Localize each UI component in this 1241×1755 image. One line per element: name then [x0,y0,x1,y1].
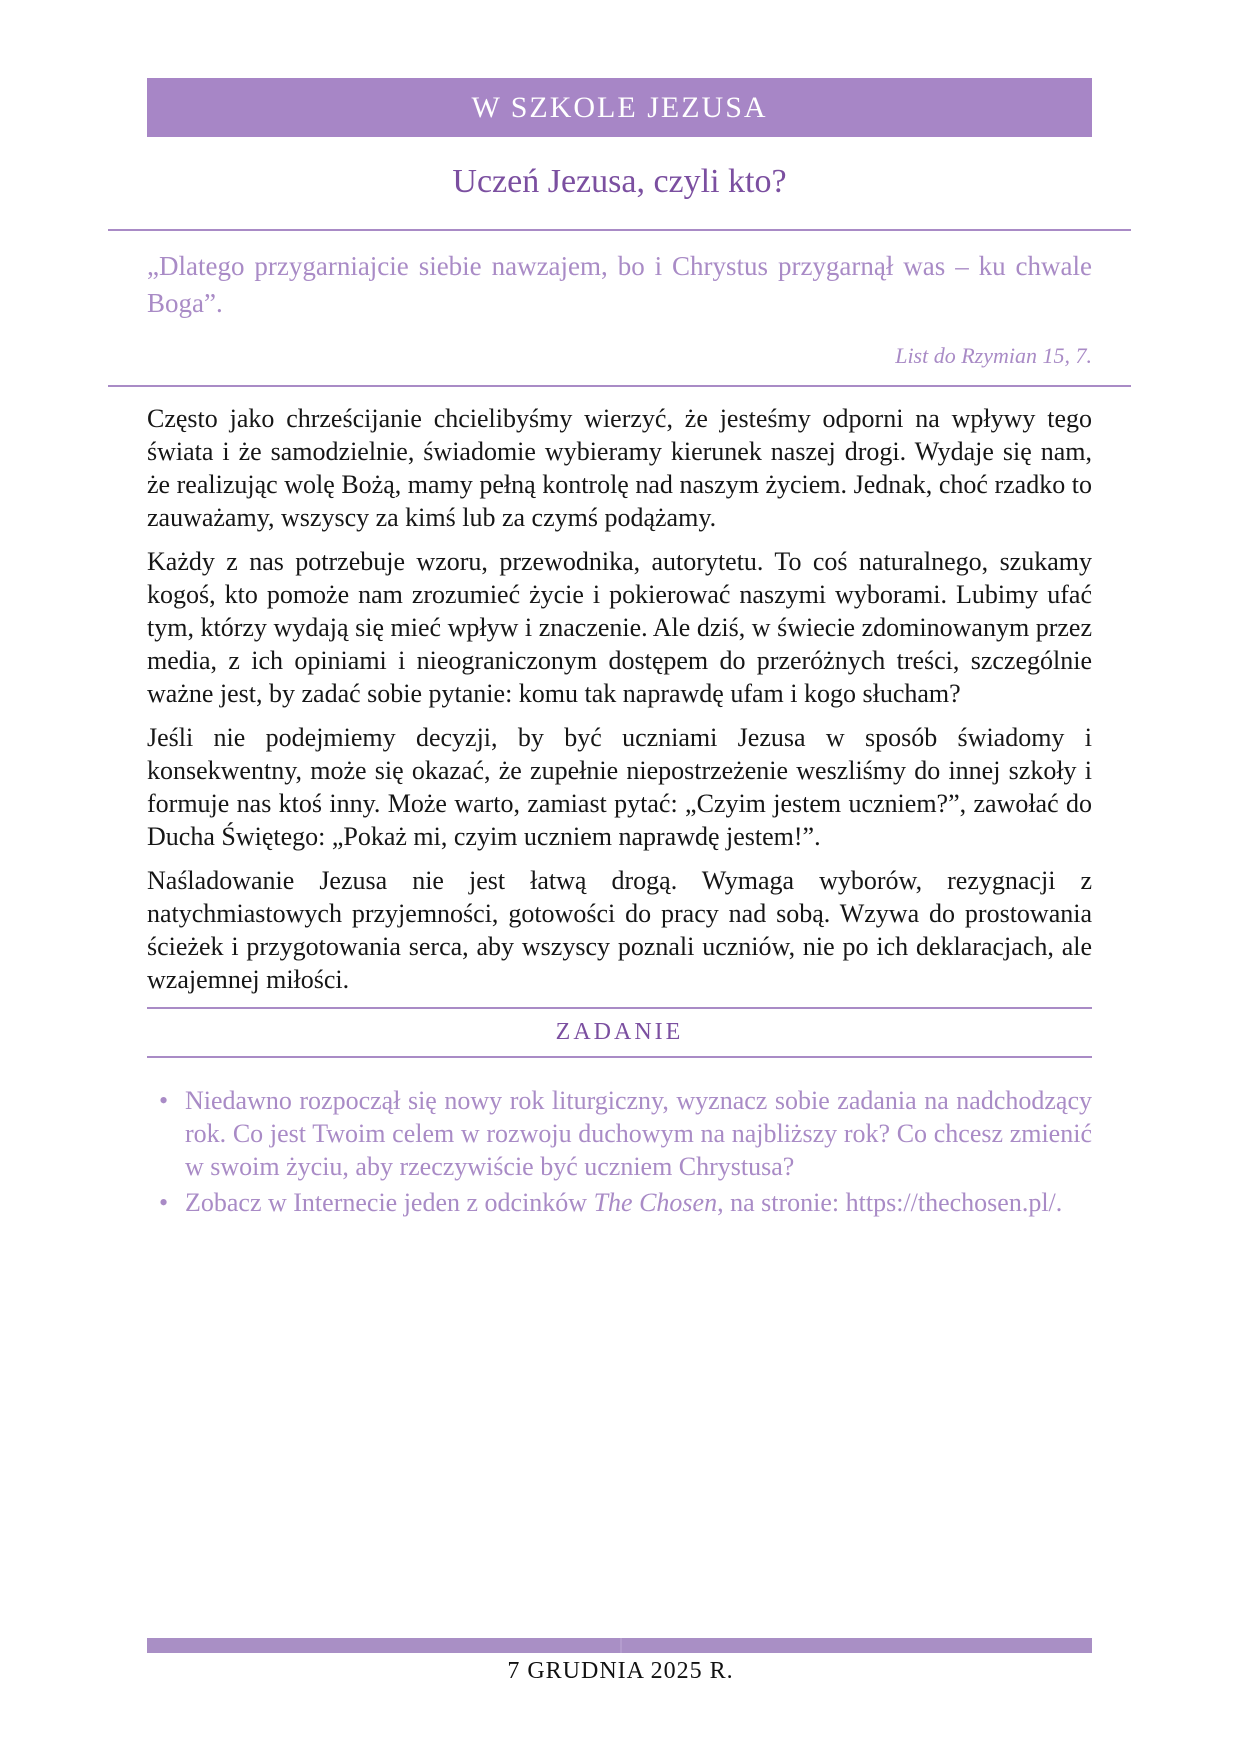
divider-below-task-heading [147,1056,1092,1058]
divider-under-quote [108,385,1131,387]
article-paragraph: Jeśli nie podejmiemy decyzji, by być uczniami Jezusa w sposób świadomy i konsekwentny, może się okazać, że zupełnie niepostrzeżenie weszliśmy do innej szkoły i formuje nas ktoś inny. Może warto, zamiast pytać: „Czyim jestem uczniem?”, zawołać do Ducha Świętego: „Pokaż mi, czyim uczniem naprawdę jestem!”. [147,723,1092,851]
task-item-text: , na stronie: [717,1188,846,1217]
article-paragraph: Naśladowanie Jezusa nie jest łatwą drogą. Wymaga wyborów, rezygnacji z natychmiastowych przyjemności, gotowości do pracy nad sobą. Wzywa do prostowania ścieżek i przygotowania serca, aby wszyscy poznali uczniów, nie po ich deklaracjach, ale wzajemnej miłości. [147,866,1092,994]
divider-under-title [108,229,1131,231]
task-item-text: . [1055,1188,1063,1217]
section-banner: W SZKOLE JEZUSA [147,78,1092,137]
content-column [147,78,1092,1219]
task-item-text: Zobacz w Internecie jeden z odcinków [185,1188,594,1217]
footer-date: 7 GRUDNIA 2025 R. [507,1658,734,1684]
scripture-quote: „Dlatego przygarniajcie siebie nawzajem, bo i Chrystus przygarnął was – ku chwale Boga”. [147,251,1092,318]
thechosen-link[interactable]: https://thechosen.pl/ [845,1188,1056,1217]
footer-bar [147,1638,1092,1653]
article-paragraph: Często jako chrześcijanie chcielibyśmy wierzyć, że jesteśmy odporni na wpływy tego świata i że samodzielnie, świadomie wybieramy kierunek naszej drogi. Wydaje się nam, że realizując wolę Bożą, mamy pełną kontrolę nad naszym życiem. Jednak, choć rzadko to zauważamy, wszyscy za kimś lub za czymś podążamy. [147,404,1092,532]
task-heading: ZADANIE [555,1019,684,1045]
page-title: Uczeń Jezusa, czyli kto? [452,163,787,200]
task-item-title-italic: The Chosen [593,1188,718,1217]
article-body [147,402,1092,996]
task-list-item [147,1084,1092,1183]
article-paragraph: Każdy z nas potrzebuje wzoru, przewodnika, autorytetu. To coś naturalnego, szukamy kogoś, kto pomoże nam zrozumieć życie i pokierować naszymi wyborami. Lubimy ufać tym, którzy wydają się mieć wpływ i znaczenie. Ale dziś, w świecie zdominowanym przez media, z ich opiniami i nieograniczonym dostępem do przeróżnych treści, szczególnie ważne jest, by zadać sobie pytanie: komu tak naprawdę ufam i kogo słucham? [147,547,1092,708]
task-item-text: Niedawno rozpoczął się nowy rok liturgiczny, wyznacz sobie zadania na nadchodzący rok. Co jest Twoim celem w rozwoju duchowym na najbliższy rok? Co chcesz zmienić w swoim życiu, aby rzeczywiście być uczniem Chrystusa? [185,1086,1092,1181]
task-list-item [147,1186,1092,1219]
task-list [147,1084,1092,1219]
quote-attribution: List do Rzymian 15, 7. [895,343,1092,368]
